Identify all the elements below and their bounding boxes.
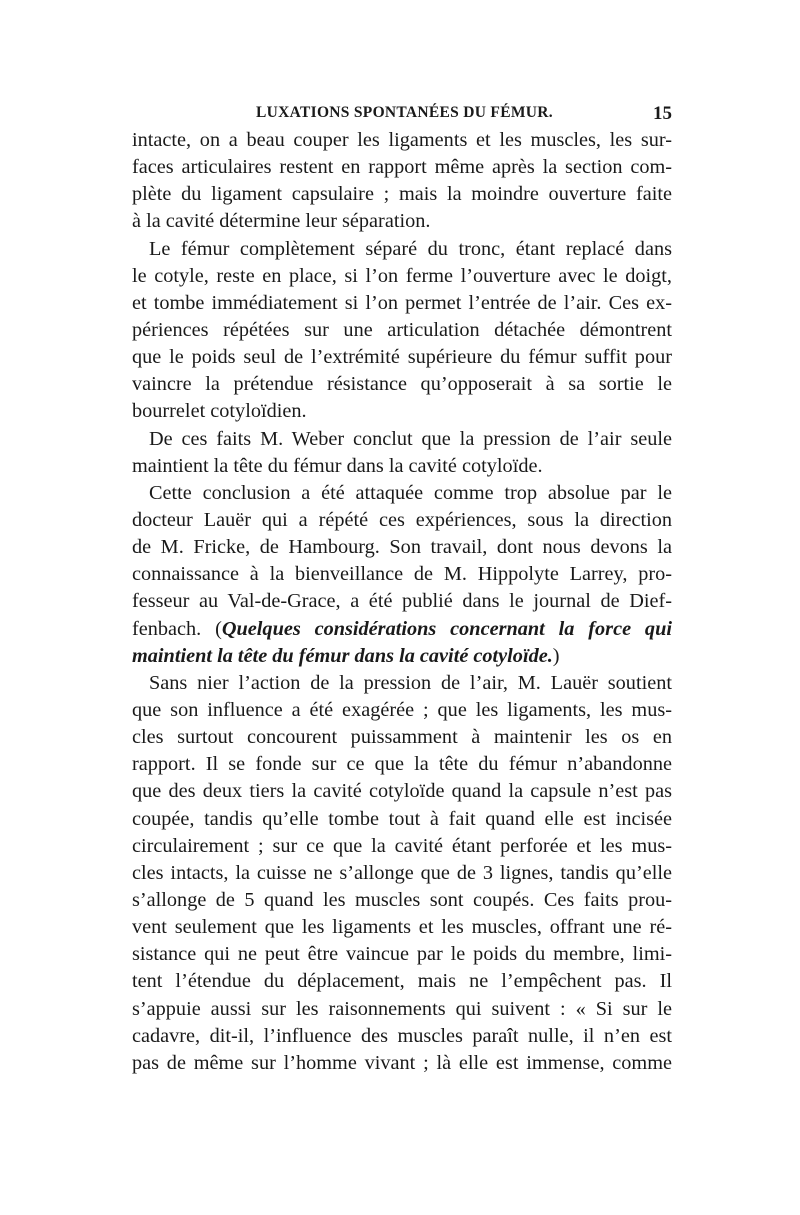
text-line: Sans nier l’action de la pression de l’air, M. Lauër soutient (149, 671, 672, 694)
text-line (132, 616, 672, 643)
text-line: que des deux tiers la cavité cotyloïde quand la capsule n’est pas (132, 780, 672, 803)
text-line: De ces faits M. Weber conclut que la pression de l’air seule (149, 427, 672, 450)
text-line: coupée, tandis qu’elle tombe tout à fait quand elle est incisée (132, 807, 672, 830)
text-line: et tombe immédiatement si l’on permet l’entrée de l’air. Ces ex- (132, 291, 672, 314)
text-line: pas de même sur l’homme vivant ; là elle est immense, comme (132, 1051, 672, 1074)
text-line: sistance qui ne peut être vaincue par le poids du membre, limi- (132, 943, 672, 966)
text-line: circulairement ; sur ce que la cavité étant perforée et les mus- (132, 834, 672, 857)
text-line: maintient la tête du fémur dans la cavité cotyloïde. (132, 454, 543, 477)
line-text: ) (552, 644, 560, 667)
running-title: LUXATIONS SPONTANÉES DU FÉMUR. (256, 104, 553, 121)
text-line: plète du ligament capsulaire ; mais la moindre ouverture faite (132, 183, 672, 206)
text-line: cles surtout concourent puissamment à maintenir les os en (132, 726, 672, 749)
italic-title: Quelques considérations concernant la force qui (221, 617, 672, 640)
italic-title: maintient la tête du fémur dans la cavité cotyloïde. (132, 644, 553, 667)
text-line: que son influence a été exagérée ; que les ligaments, les mus- (132, 698, 672, 721)
text-line (132, 643, 672, 670)
text-line: s’appuie aussi sur les raisonnements qui suivent : « Si sur le (132, 997, 672, 1020)
text-line: périences répétées sur une articulation détachée démontrent (132, 318, 672, 341)
text-line: s’allonge de 5 quand les muscles sont coupés. Ces faits prou- (132, 888, 672, 911)
text-line: cles intacts, la cuisse ne s’allonge que de 3 lignes, tandis qu’elle (132, 861, 672, 884)
text-line: vaincre la prétendue résistance qu’opposerait à sa sortie le (132, 373, 672, 396)
body-text (132, 127, 672, 1077)
text-line: que le poids seul de l’extrémité supérieure du fémur suffit pour (132, 346, 672, 369)
text-line: vent seulement que les ligaments et les muscles, offrant une ré- (132, 916, 672, 939)
text-line: de M. Fricke, de Hambourg. Son travail, dont nous devons la (132, 536, 672, 559)
text-line: cadavre, dit-il, l’influence des muscles paraît nulle, il n’en est (132, 1024, 672, 1047)
line-text: fenbach. ( (132, 617, 222, 640)
text-line: à la cavité détermine leur séparation. (132, 210, 431, 233)
page-header (132, 104, 672, 126)
text-line: intacte, on a beau couper les ligaments et les muscles, les sur- (132, 129, 672, 151)
text-line: Cette conclusion a été attaquée comme trop absolue par le (149, 481, 672, 504)
text-line: docteur Lauër qui a répété ces expériences, sous la direction (132, 508, 672, 531)
text-line: Le fémur complètement séparé du tronc, étant replacé dans (149, 237, 672, 260)
text-line: connaissance à la bienveillance de M. Hippolyte Larrey, pro- (132, 563, 672, 586)
text-line: tent l’étendue du déplacement, mais ne l’empêchent pas. Il (132, 970, 672, 993)
text-line: bourrelet cotyloïdien. (132, 400, 307, 423)
text-line: fesseur au Val-de-Grace, a été publié dans le journal de Dief- (132, 590, 672, 613)
text-line: faces articulaires restent en rapport même après la section com- (132, 156, 672, 179)
text-line: le cotyle, reste en place, si l’on ferme l’ouverture avec le doigt, (132, 264, 672, 287)
page-number: 15 (653, 103, 672, 124)
text-line: rapport. Il se fonde sur ce que la tête du fémur n’abandonne (132, 753, 672, 776)
